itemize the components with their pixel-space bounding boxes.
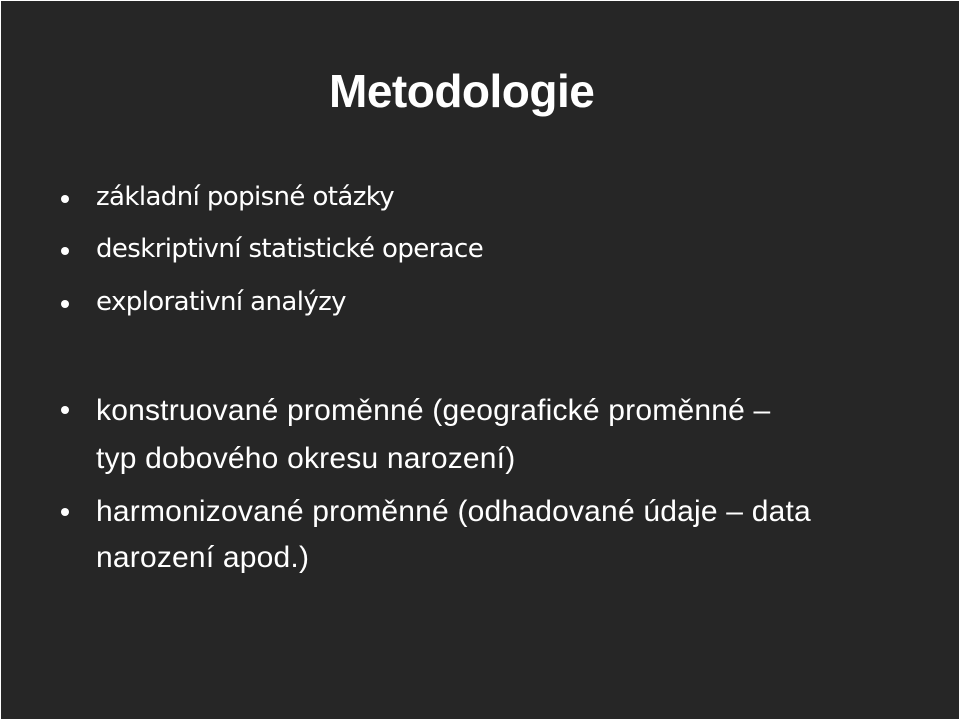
bullet-dot-icon	[61, 406, 69, 414]
bullet-text-line-2: narození apod.)	[96, 541, 310, 574]
bullet-text-line-1: konstruované proměnné (geografické proměnné –	[96, 394, 771, 427]
bullet-dot-icon	[61, 508, 69, 516]
bullet-text: základní popisné otázky	[96, 182, 395, 212]
bullet-dot-icon	[61, 247, 69, 255]
bullet-text-line-1: harmonizované proměnné (odhadované údaje – data	[96, 495, 811, 528]
slide-title: Metodologie	[329, 65, 595, 117]
bullet-text: explorativní analýzy	[96, 287, 346, 317]
slide	[1, 1, 959, 719]
bullet-text-line-2: typ dobového okresu narození)	[96, 442, 516, 475]
bullet-dot-icon	[61, 195, 69, 203]
bullet-text: deskriptivní statistické operace	[96, 234, 484, 264]
bullet-dot-icon	[61, 300, 69, 308]
